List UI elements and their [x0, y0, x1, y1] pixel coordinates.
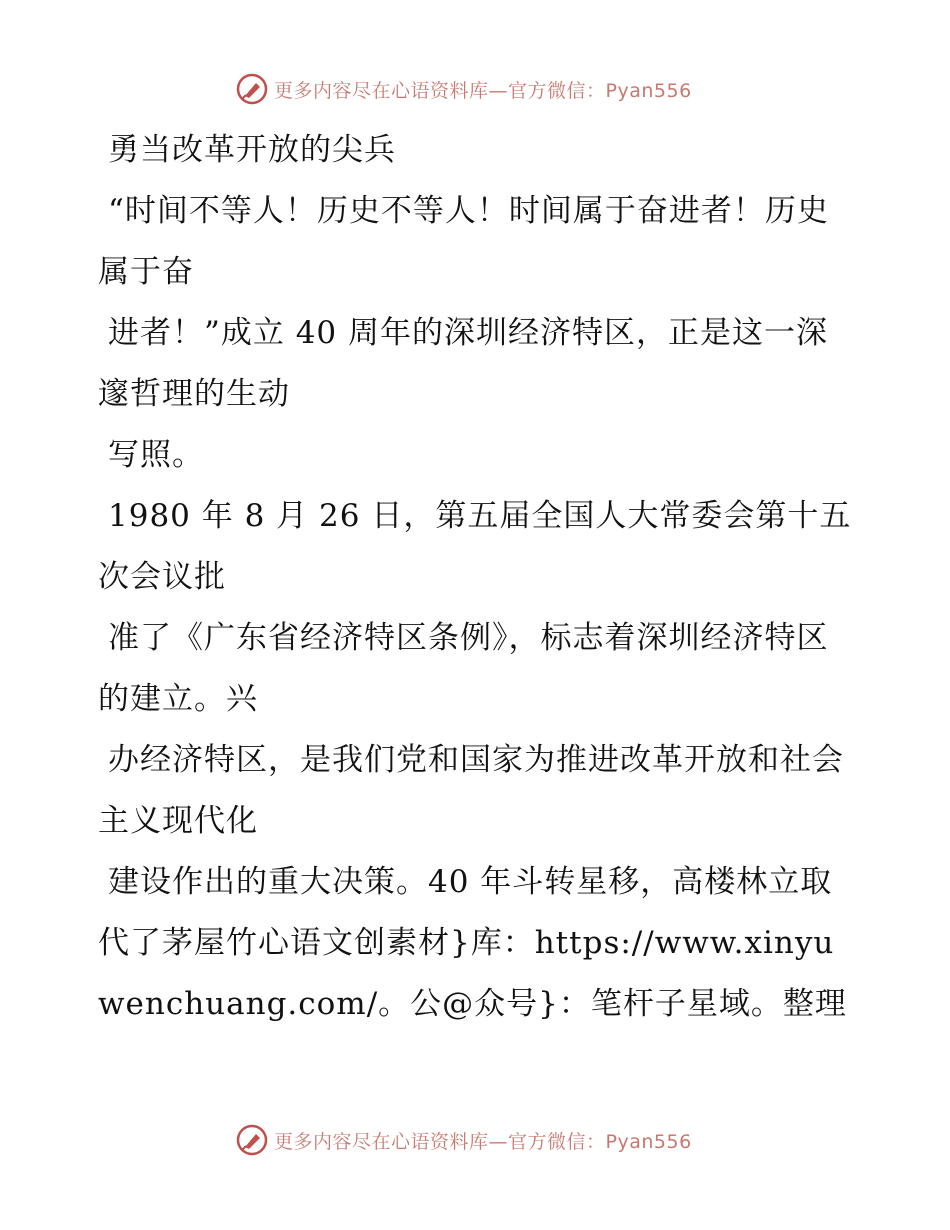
footer-banner [236, 1123, 692, 1157]
document-body [98, 120, 858, 1035]
paragraph: “时间不等人！历史不等人！时间属于奋进者！历史属于奋 [98, 193, 829, 290]
footer-banner-text: 更多内容尽在心语资料库—官方微信：Pyan556 [274, 1130, 692, 1153]
paragraph: 进者！”成立 40 周年的深圳经济特区，正是这一深邃哲理的生动 [98, 315, 829, 412]
header-banner-text: 更多内容尽在心语资料库—官方微信：Pyan556 [274, 79, 692, 102]
paragraph: 建设作出的重大决策。40 年斗转星移，高楼林立取代了茅屋竹心语文创素材}库：https://www.xinyuwenchuang.com/。公@众号}：笔杆子星域。整理 [98, 864, 847, 1022]
paragraph: 办经济特区，是我们党和国家为推进改革开放和社会主义现代化 [98, 742, 844, 839]
paragraph: 写照。 [108, 437, 204, 473]
pen-nib-logo-icon [236, 73, 268, 105]
paragraph: 准了《广东省经济特区条例》，标志着深圳经济特区的建立。兴 [98, 620, 829, 717]
header-banner [236, 72, 692, 106]
paragraph: 1980 年 8 月 26 日，第五届全国人大常委会第十五次会议批 [98, 498, 852, 595]
pen-nib-logo-icon [236, 1124, 268, 1156]
document-title: 勇当改革开放的尖兵 [108, 132, 396, 168]
